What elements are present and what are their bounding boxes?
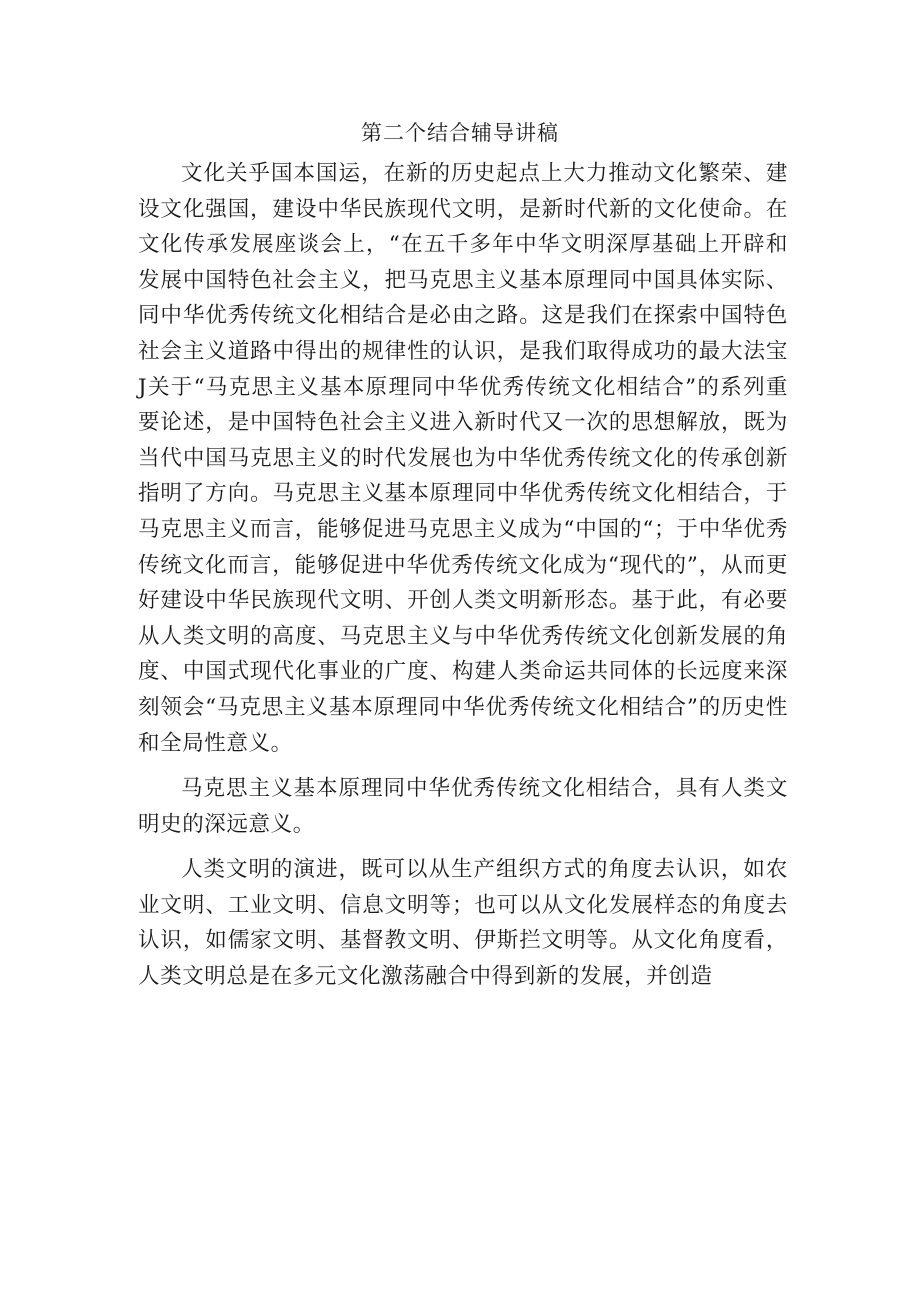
document-title: 第二个结合辅导讲稿 — [361, 121, 559, 145]
paragraph-3: 人类文明的演进，既可以从生产组织方式的角度去认识，如农业文明、工业文明、信息文明等；也可以从文化发展样态的角度去认识，如儒家文明、基督教文明、伊斯拦文明等。从文化角度看，人类文明总是在多元文化激荡融合中得到新的发展，并创造 — [138, 857, 788, 990]
paragraph-2: 马克思主义基本原理同中华优秀传统文化相结合，具有人类文明史的深远意义。 — [138, 776, 788, 837]
paragraph-1: 文化关乎国本国运，在新的历史起点上大力推动文化繁荣、建设文化强国，建设中华民族现代文明，是新时代新的文化使命。在文化传承发展座谈会上，“在五千多年中华文明深厚基础上开辟和发展中国特色社会主义，把马克思主义基本原理同中国具体实际、同中华优秀传统文化相结合是必由之路。这是我们在探索中国特色社会主义道路中得出的规律性的认识，是我们取得成功的最大法宝J关于“马克思主义基本原理同中华优秀传统文化相结合”的系列重要论述，是中国特色社会主义进入新时代又一次的思想解放，既为当代中国马克思主义的时代发展也为中华优秀传统文化的传承创新指明了方向。马克思主义基本原理同中华优秀传统文化相结合，于马克思主义而言，能够促进马克思主义成为“中国的“；于中华优秀传统文化而言，能够促进中华优秀传统文化成为“现代的”，从而更好建设中华民族现代文明、开创人类文明新形态。基于此，有必要从人类文明的高度、马克思主义与中华优秀传统文化创新发展的角度、中国式现代化事业的广度、构建人类命运共同体的长远度来深刻领会“马克思主义基本原理同中华优秀传统文化相结合”的历史性和全局性意义。 — [138, 161, 788, 756]
document-body — [138, 156, 788, 995]
